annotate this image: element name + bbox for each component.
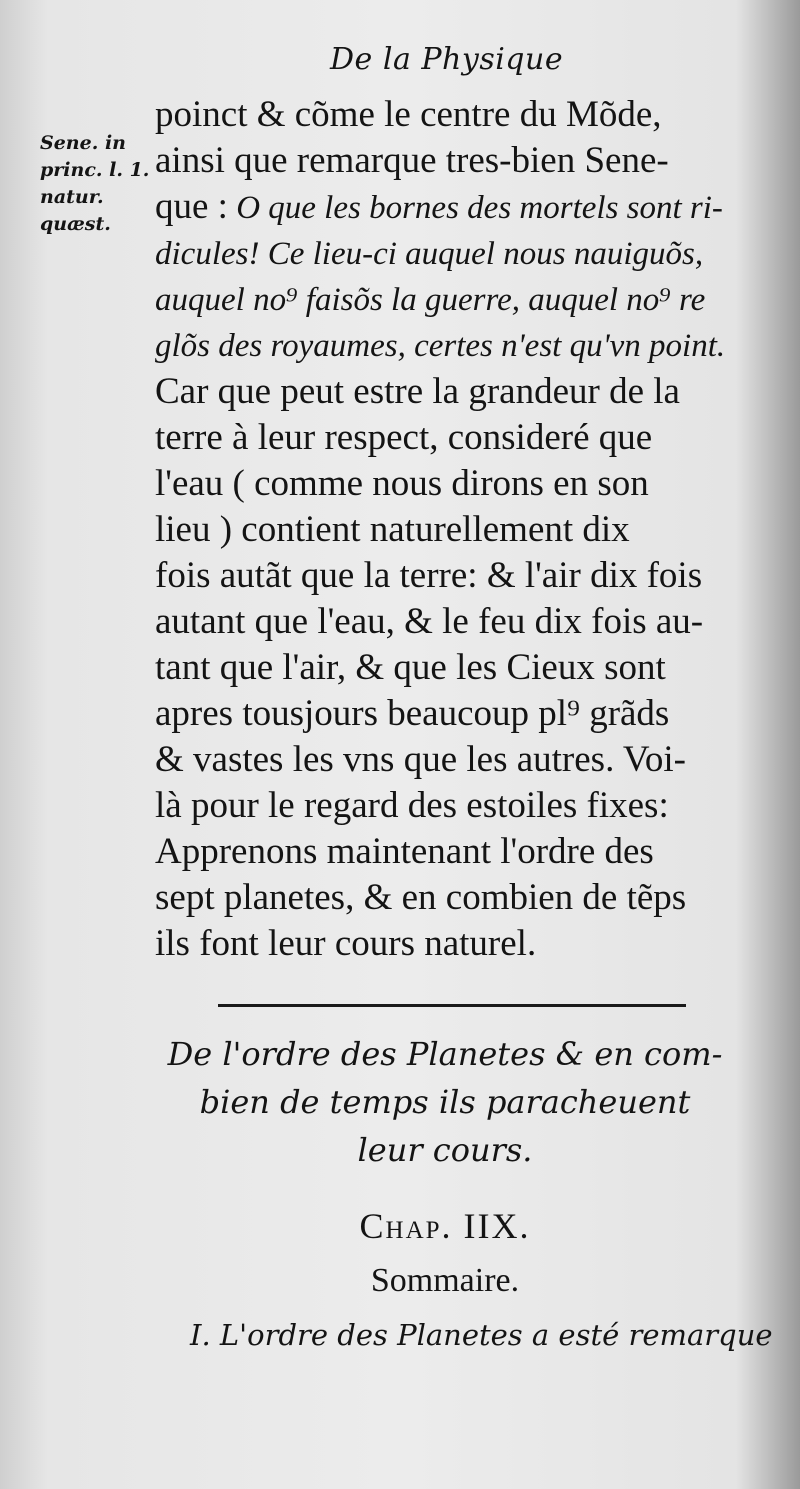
- summary-heading: Sommaire.: [370, 1262, 520, 1299]
- text-line: autant que l'eau, & le feu dix fois au-: [155, 601, 704, 642]
- text-line-roman: que :: [155, 186, 228, 227]
- text-line: auquel no⁹ faisõs la guerre, auquel no⁹ re: [155, 282, 706, 318]
- text-line: tant que l'air, & que les Cieux sont: [155, 647, 666, 688]
- text-line: Apprenons maintenant l'ordre des: [155, 831, 654, 872]
- text-line: ainsi que remarque tres-bien Sene-: [155, 140, 669, 181]
- body-text: [155, 92, 730, 967]
- text-line: l'eau ( comme nous dirons en son: [155, 463, 649, 504]
- text-line-italic: O que les bornes des mortels sont ri-: [227, 190, 723, 226]
- text-line: fois autãt que la terre: & l'air dix fois: [155, 555, 703, 596]
- text-line: poinct & cõme le centre du Mõde,: [155, 94, 662, 135]
- section-divider: [218, 1004, 686, 1007]
- text-line: lieu ) contient naturellement dix: [155, 509, 630, 550]
- margin-note-line: natur.: [40, 186, 104, 208]
- running-header: De la Physique: [330, 42, 564, 77]
- margin-note-line: princ. l. 1.: [40, 159, 150, 181]
- text-line: là pour le regard des estoiles fixes:: [155, 785, 669, 826]
- text-line: sept planetes, & en combien de tẽps: [155, 877, 687, 918]
- margin-note-line: Sene. in: [40, 132, 126, 154]
- text-line: & vastes les vns que les autres. Voi-: [155, 739, 686, 780]
- text-line: terre à leur respect, consideré que: [155, 417, 653, 458]
- chapter-title-line: De l'ordre des Planetes & en com-: [167, 1035, 723, 1073]
- summary-item: I. L'ordre des Planetes a esté remarque: [190, 1318, 773, 1352]
- margin-note-line: quæst.: [40, 213, 111, 235]
- text-line: [155, 184, 730, 231]
- chapter-number: Chap. IIX.: [359, 1206, 531, 1246]
- chapter-title-line: bien de temps ils paracheuent: [199, 1083, 691, 1121]
- text-line: ils font leur cours naturel.: [155, 923, 537, 964]
- margin-note: [40, 130, 150, 238]
- text-line: Car que peut estre la grandeur de la: [155, 371, 680, 412]
- text-line: dicules! Ce lieu-ci auquel nous nauiguõs,: [155, 236, 704, 272]
- text-line: glõs des royaumes, certes n'est qu'vn point.: [155, 328, 726, 364]
- chapter-title-line: leur cours.: [357, 1131, 533, 1169]
- text-line: apres tousjours beaucoup pl⁹ grãds: [155, 693, 670, 734]
- chapter-title: [150, 1030, 740, 1174]
